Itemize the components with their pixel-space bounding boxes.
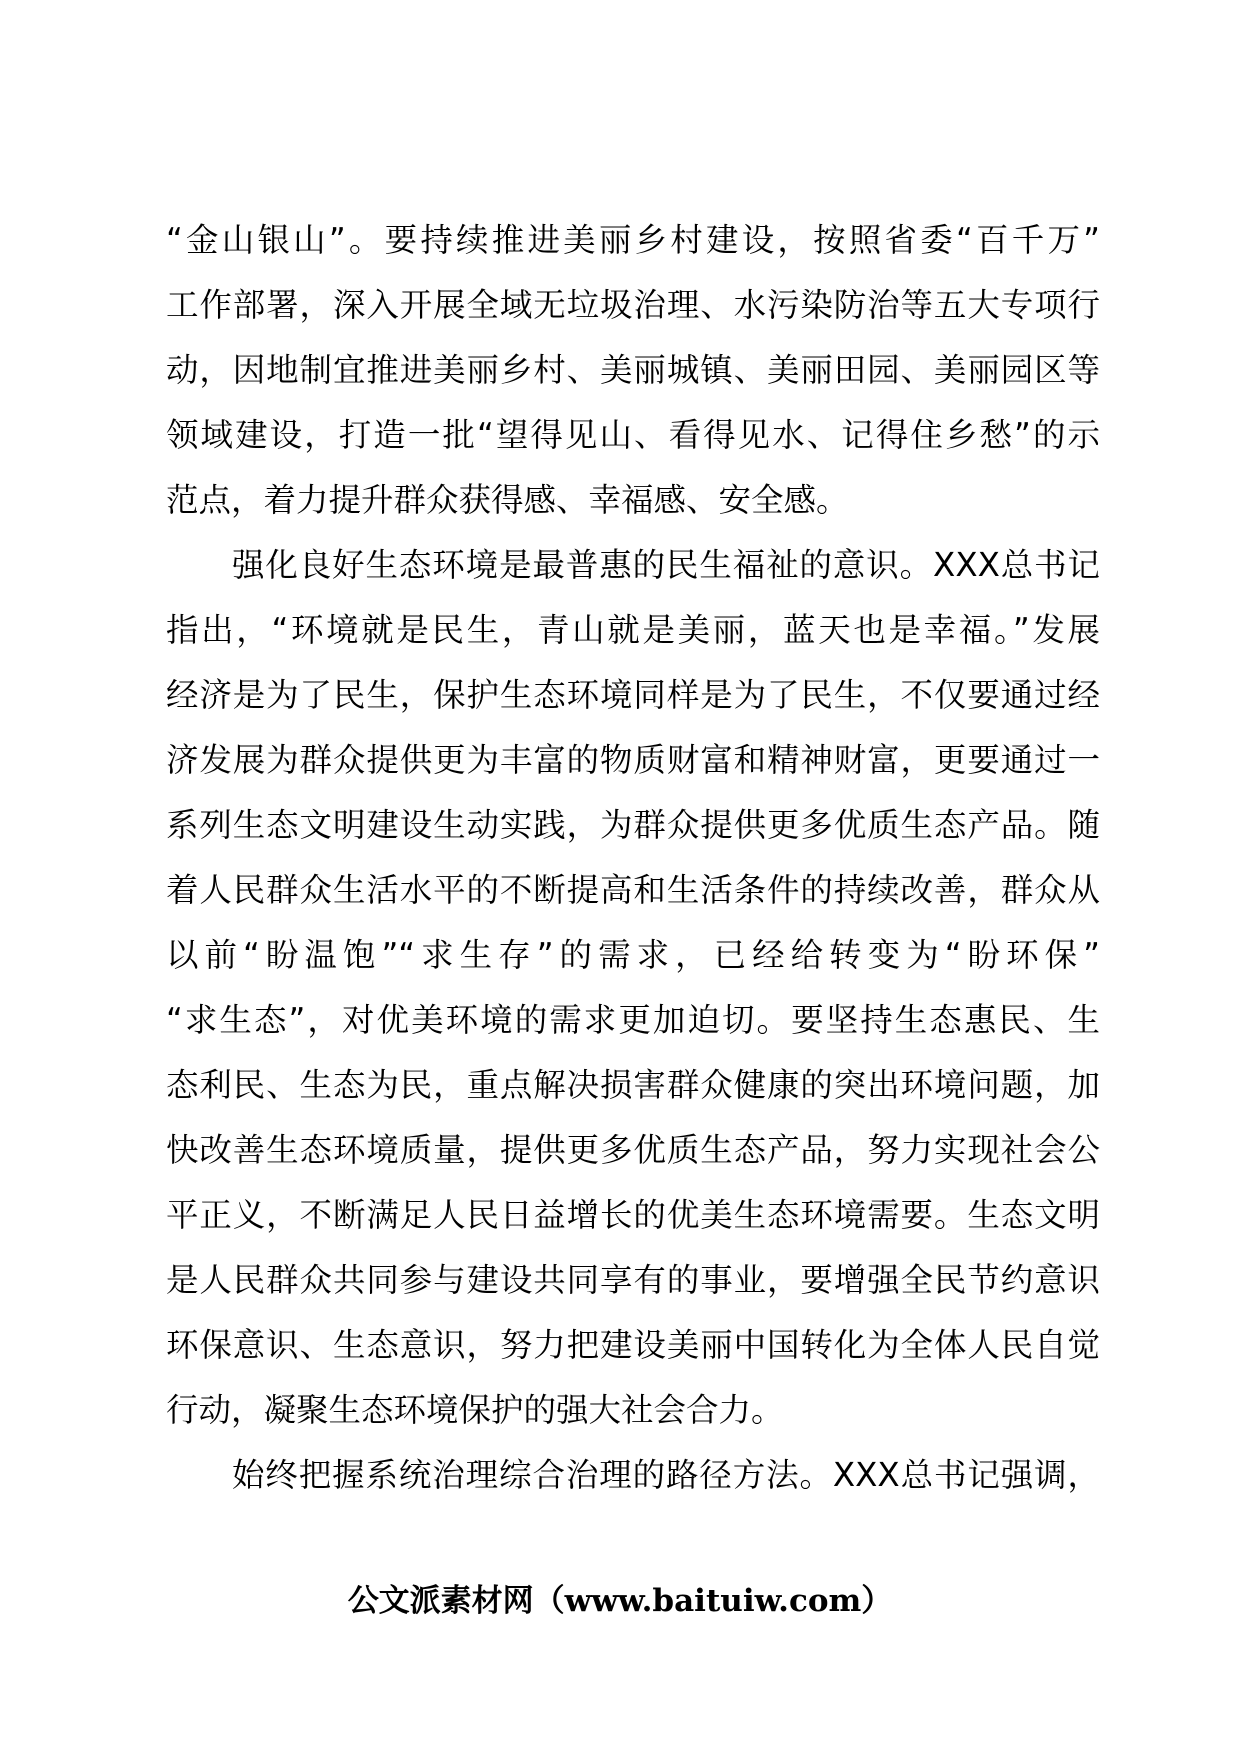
paragraph-2-line-3: 经济是为了民生，保护生态环境同样是为了民生，不仅要通过经 <box>166 676 1100 714</box>
paragraph-2-line-10: 快改善生态环境质量，提供更多优质生态产品，努力实现社会公 <box>166 1131 1100 1169</box>
paragraph-2-line-1: 强化良好生态环境是最普惠的民生福祉的意识。XXX总书记 <box>232 546 1100 584</box>
paragraph-2-line-2: 指出，“环境就是民生，青山就是美丽，蓝天也是幸福。”发展 <box>166 611 1100 649</box>
paragraph-1-line-4: 领域建设，打造一批“望得见山、看得见水、记得住乡愁”的示 <box>166 416 1100 454</box>
paragraph-2-line-13: 环保意识、生态意识，努力把建设美丽中国转化为全体人民自觉 <box>166 1326 1100 1364</box>
paragraph-2-line-4: 济发展为群众提供更为丰富的物质财富和精神财富，更要通过一 <box>166 741 1100 779</box>
paragraph-1-line-2: 工作部署，深入开展全域无垃圾治理、水污染防治等五大专项行 <box>166 286 1100 324</box>
paragraph-2-line-9: 态利民、生态为民，重点解决损害群众健康的突出环境问题，加 <box>166 1066 1100 1104</box>
footer-source-text: 公文派素材网（www.baituiw.com） <box>347 1583 893 1619</box>
paragraph-2-line-7: 以前“盼温饱”“求生存”的需求，已经给转变为“盼环保” <box>166 936 1100 974</box>
paragraph-2-line-8: “求生态”，对优美环境的需求更加迫切。要坚持生态惠民、生 <box>166 1001 1100 1039</box>
paragraph-2-line-11: 平正义，不断满足人民日益增长的优美生态环境需要。生态文明 <box>166 1196 1100 1234</box>
paragraph-2-line-5: 系列生态文明建设生动实践，为群众提供更多优质生态产品。随 <box>166 806 1100 844</box>
paragraph-3-line-1: 始终把握系统治理综合治理的路径方法。XXX总书记强调， <box>232 1456 1100 1494</box>
paragraph-2-line-14: 行动，凝聚生态环境保护的强大社会合力。 <box>166 1391 784 1429</box>
paragraph-2-line-6: 着人民群众生活水平的不断提高和生活条件的持续改善，群众从 <box>166 871 1100 909</box>
paragraph-1-line-5: 范点，着力提升群众获得感、幸福感、安全感。 <box>166 481 849 519</box>
paragraph-1-line-3: 动，因地制宜推进美丽乡村、美丽城镇、美丽田园、美丽园区等 <box>166 351 1100 389</box>
paragraph-1-line-1: “金山银山”。要持续推进美丽乡村建设，按照省委“百千万” <box>166 221 1100 259</box>
paragraph-2-line-12: 是人民群众共同参与建设共同享有的事业，要增强全民节约意识 <box>166 1261 1100 1299</box>
